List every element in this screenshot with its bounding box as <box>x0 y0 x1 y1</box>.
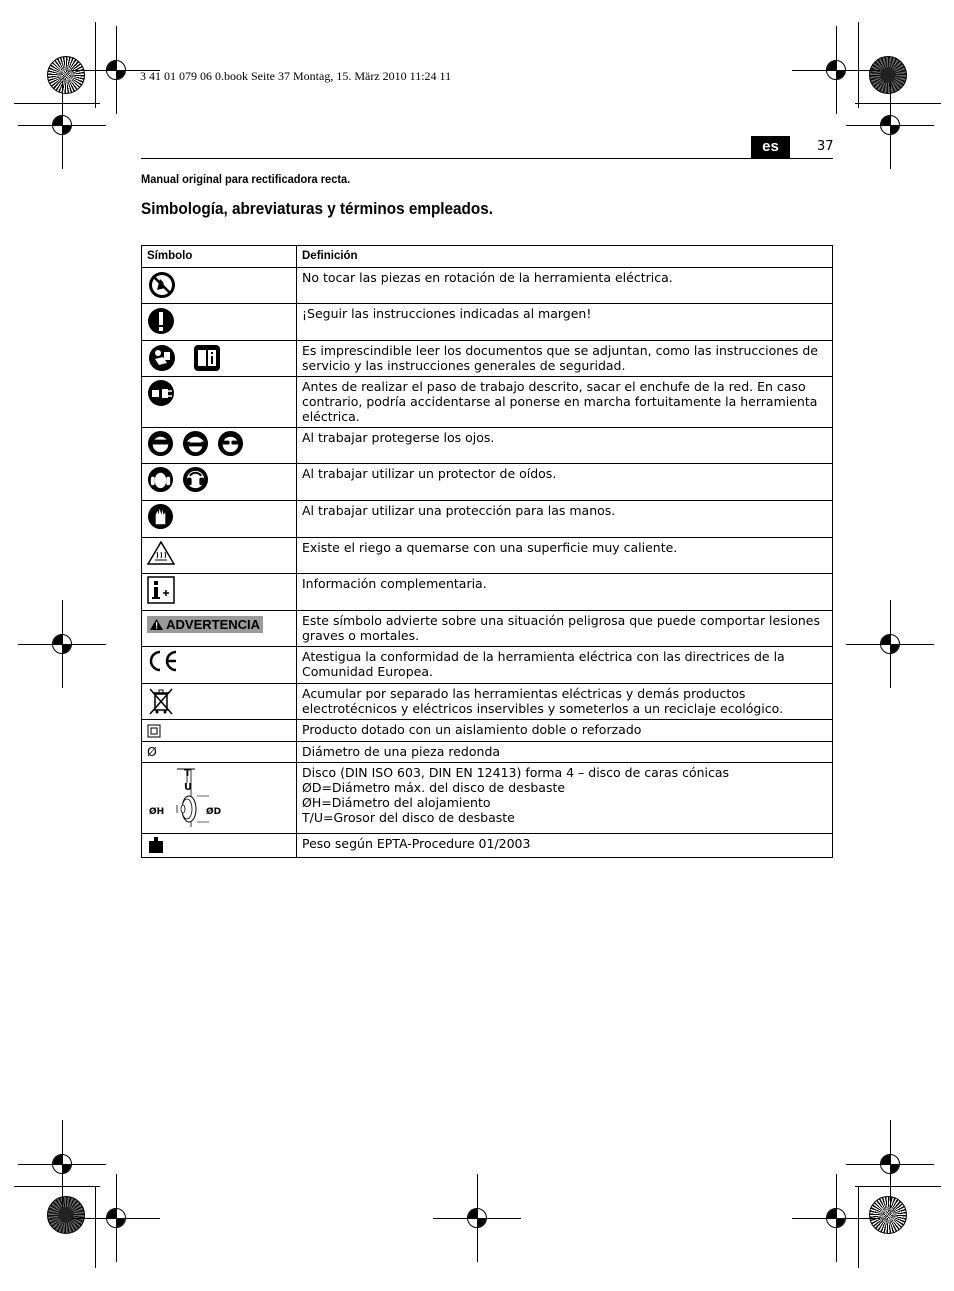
table-row <box>142 720 833 742</box>
symbol-cell <box>142 720 297 742</box>
definition-cell: Existe el riego a quemarse con una superficie muy caliente. <box>297 538 833 574</box>
header-rule <box>141 158 833 159</box>
symbol-cell <box>142 574 297 611</box>
page-title: Simbología, abreviaturas y términos empleados. <box>141 199 494 218</box>
label-t: T <box>184 767 191 779</box>
table-header-row <box>142 246 833 268</box>
definition-cell: Diámetro de una pieza redonda <box>297 741 833 762</box>
subtitle: Manual original para rectificadora recta. <box>141 172 351 186</box>
definition-cell: Producto dotado con un aislamiento doble o reforzado <box>297 720 833 742</box>
definition-cell: Al trabajar protegerse los ojos. <box>297 428 833 464</box>
symbol-cell <box>142 833 297 857</box>
definition-line: ØH=Diámetro del alojamiento <box>302 794 491 810</box>
warning-label <box>147 616 263 633</box>
symbol-cell <box>142 428 297 464</box>
symbol-cell <box>142 268 297 304</box>
table-row <box>142 538 833 574</box>
table-row <box>142 268 833 304</box>
definition-cell: Información complementaria. <box>297 574 833 611</box>
definition-cell: Al trabajar utilizar un protector de oídos. <box>297 464 833 501</box>
crop-line <box>95 22 96 108</box>
table-row <box>142 684 833 720</box>
symbol-cell <box>142 464 297 501</box>
color-rosette-icon <box>869 1196 907 1234</box>
symbol-cell: Ø <box>142 741 297 762</box>
warning-triangle-icon <box>150 619 163 630</box>
symbol-cell <box>142 684 297 720</box>
column-header-definition: Definición <box>297 246 833 268</box>
label-u: U <box>184 781 193 793</box>
symbol-cell <box>142 611 297 647</box>
symbol-cell <box>142 377 297 428</box>
definition-cell: Este símbolo advierte sobre una situación peligrosa que puede comportar lesiones graves o mortales. <box>297 611 833 647</box>
table-row <box>142 741 833 762</box>
table-row <box>142 647 833 684</box>
crop-line <box>858 22 859 108</box>
warning-label-text: ADVERTENCIA <box>166 617 261 632</box>
no-touch-rotating-icon <box>147 270 177 300</box>
exclamation-icon <box>147 306 175 336</box>
protective-glove-icon <box>147 503 174 530</box>
weee-bin-icon <box>147 686 175 716</box>
definition-cell: ¡Seguir las instrucciones indicadas al margen! <box>297 304 833 341</box>
symbol-cell <box>142 538 297 574</box>
crop-line <box>95 1186 96 1268</box>
symbol-cell <box>142 304 297 341</box>
crop-line <box>855 103 941 104</box>
ear-protector-icon <box>182 466 209 493</box>
table-row <box>142 304 833 341</box>
definition-cell: No tocar las piezas en rotación de la herramienta eléctrica. <box>297 268 833 304</box>
definition-cell: Es imprescindible leer los documentos que se adjuntan, como las instrucciones de servicio y las instrucciones generales de seguridad. <box>297 341 833 377</box>
manual-book-icon <box>193 344 221 372</box>
definition-line: ØD=Diámetro máx. del disco de desbaste <box>302 779 566 795</box>
color-rosette-icon <box>47 1196 85 1234</box>
table-row <box>142 377 833 428</box>
label-d: ØD <box>206 806 222 817</box>
earmuff-icon <box>147 466 174 493</box>
table-row <box>142 762 833 833</box>
symbol-cell <box>142 341 297 377</box>
column-header-symbol: Símbolo <box>142 246 297 268</box>
table-row <box>142 611 833 647</box>
print-header: 3 41 01 079 06 0.book Seite 37 Montag, 15. März 2010 11:24 11 <box>140 69 452 83</box>
table-row <box>142 501 833 538</box>
color-rosette-icon <box>869 56 907 94</box>
weight-icon <box>147 836 165 854</box>
table-row <box>142 464 833 501</box>
table-row <box>142 341 833 377</box>
definition-cell: Antes de realizar el paso de trabajo descrito, sacar el enchufe de la red. En caso contrario, podría accidentarse al ponerse en marcha fortuitamente la herramienta eléctrica. <box>297 377 833 428</box>
definition-cell: Acumular por separado las herramientas eléctricas y demás productos electrotécnicos y eléctricos inservibles y someterlos a un reciclaje ecológico. <box>297 684 833 720</box>
page-number: 37 <box>817 139 834 154</box>
helmet-goggles-icon <box>182 430 209 457</box>
definition-cell: Al trabajar utilizar una protección para las manos. <box>297 501 833 538</box>
table-row <box>142 833 833 857</box>
symbol-cell <box>142 647 297 684</box>
color-rosette-icon <box>47 56 85 94</box>
double-insulation-icon <box>147 724 161 738</box>
language-tab: es <box>751 136 790 158</box>
definition-cell <box>297 762 833 833</box>
symbol-cell <box>142 501 297 538</box>
definition-line: Disco (DIN ISO 603, DIN EN 12413) forma 4 – disco de caras cónicas <box>302 764 730 780</box>
ce-mark-icon <box>147 649 179 673</box>
crop-line <box>14 1186 100 1187</box>
definition-line: T/U=Grosor del disco de desbaste <box>302 809 515 825</box>
face-shield-icon <box>147 430 174 457</box>
hot-surface-icon <box>147 540 175 566</box>
definition-cell: Atestigua la conformidad de la herramienta eléctrica con las directrices de la Comunidad Europea. <box>297 647 833 684</box>
info-icon <box>147 576 175 604</box>
safety-glasses-icon <box>217 430 244 457</box>
table-row <box>142 428 833 464</box>
crop-line <box>858 1186 859 1268</box>
symbols-table <box>141 245 833 858</box>
definition-cell: Peso según EPTA-Procedure 01/2003 <box>297 833 833 857</box>
table-row <box>142 574 833 611</box>
crop-line <box>855 1186 941 1187</box>
unplug-icon <box>147 379 175 407</box>
read-manual-person-icon <box>147 343 177 373</box>
crop-line <box>14 103 100 104</box>
label-h: ØH <box>149 806 165 817</box>
symbol-cell <box>142 762 297 833</box>
